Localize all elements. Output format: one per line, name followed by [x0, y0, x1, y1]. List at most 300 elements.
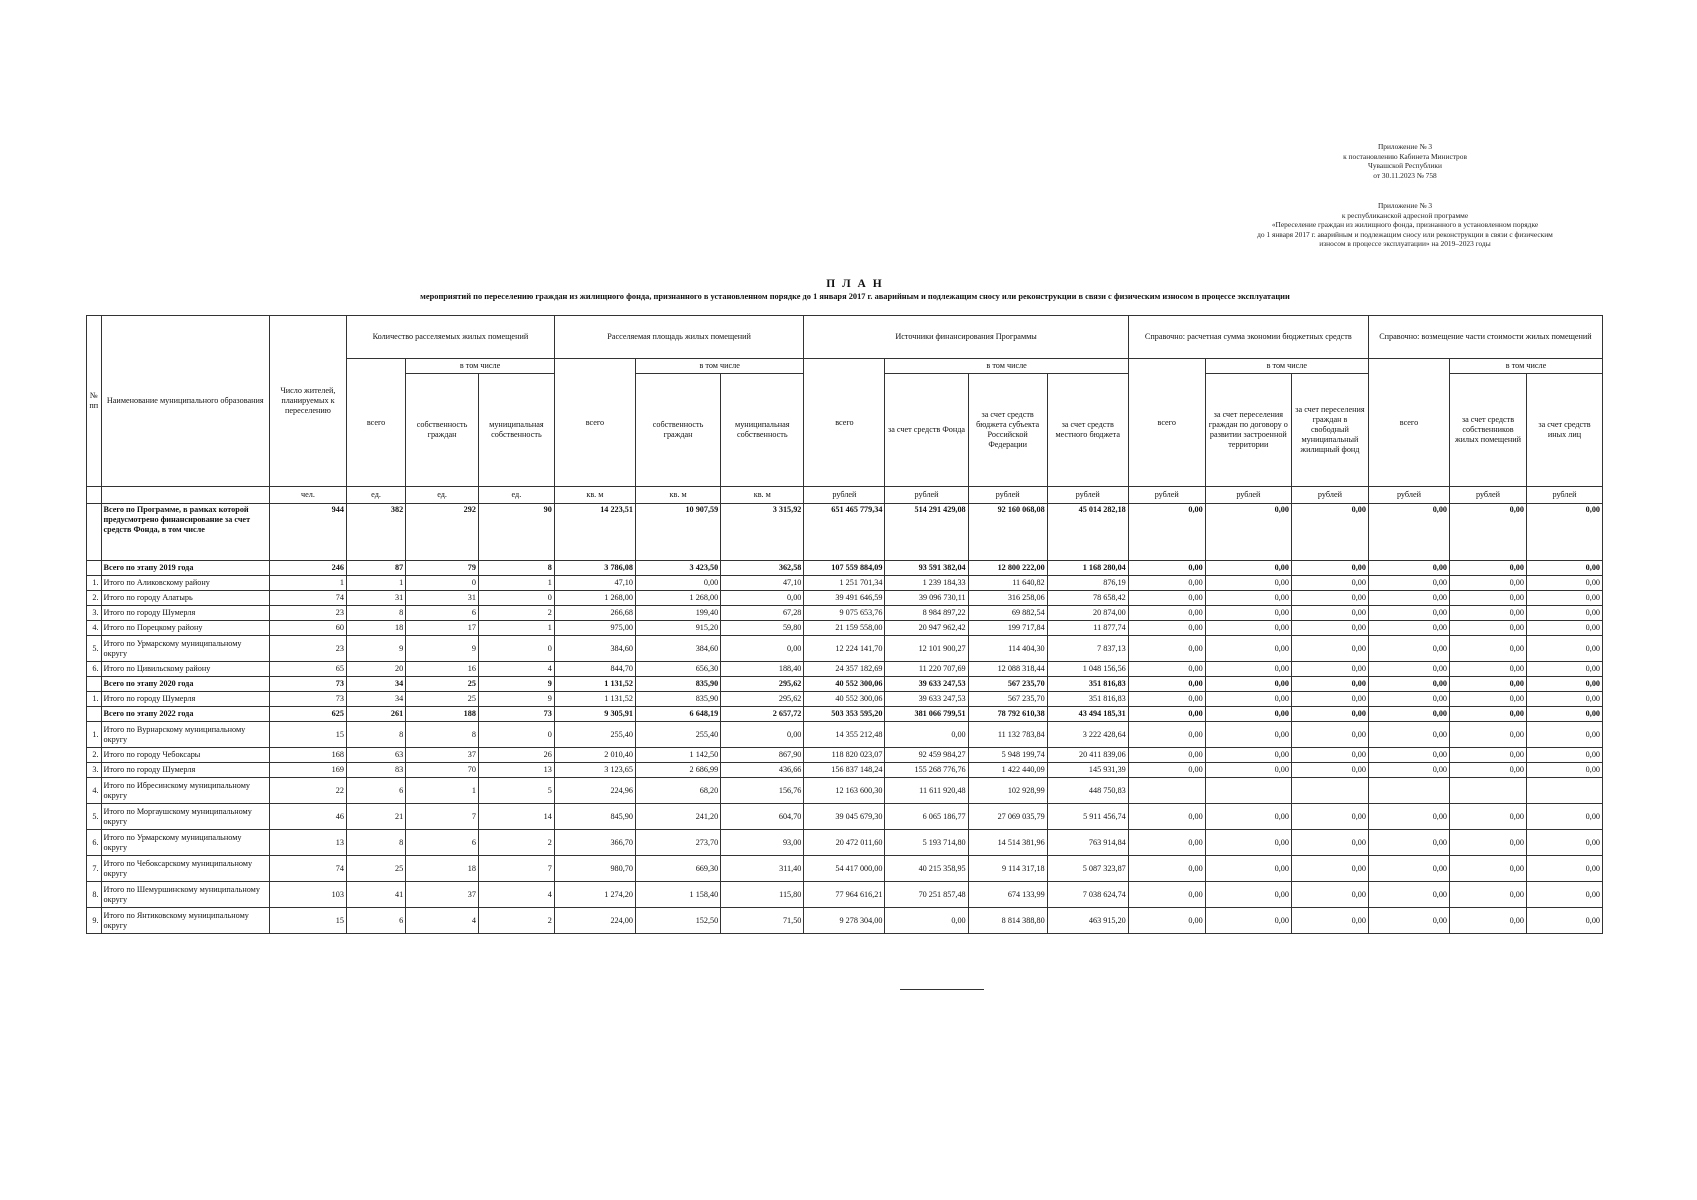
value-cell: 0,00	[1128, 621, 1205, 636]
value-cell: 915,20	[635, 621, 720, 636]
municipality-name: Итого по Шемуршинскому муниципальному округу	[101, 882, 269, 908]
value-cell: 1 131,52	[554, 692, 635, 707]
value-cell: 0,00	[1450, 692, 1527, 707]
value-cell: 31	[406, 591, 479, 606]
table-row	[87, 692, 1603, 707]
value-cell: 93,00	[721, 830, 804, 856]
value-cell: 12 800 222,00	[968, 561, 1047, 576]
value-cell	[1450, 778, 1527, 804]
row-number: 1.	[87, 722, 102, 748]
value-cell: 92 160 068,08	[968, 504, 1047, 561]
municipality-name: Всего по этапу 2019 года	[101, 561, 269, 576]
value-cell: 0,00	[1526, 908, 1602, 934]
value-cell: 980,70	[554, 856, 635, 882]
value-cell: 604,70	[721, 804, 804, 830]
value-cell: 47,10	[554, 576, 635, 591]
value-cell: 188	[406, 707, 479, 722]
value-cell: 0,00	[1205, 591, 1291, 606]
value-cell: 0,00	[1368, 692, 1449, 707]
value-cell: 65	[269, 662, 346, 677]
value-cell: 8	[478, 561, 554, 576]
col-header-qty-own: собственность граждан	[406, 374, 479, 487]
table-row	[87, 591, 1603, 606]
municipality-name: Итого по городу Алатырь	[101, 591, 269, 606]
value-cell: 0,00	[1526, 662, 1602, 677]
value-cell: 0	[478, 591, 554, 606]
value-cell: 1	[478, 576, 554, 591]
unit-cell: рублей	[1526, 487, 1602, 504]
value-cell: 0,00	[1526, 707, 1602, 722]
value-cell: 0,00	[721, 636, 804, 662]
value-cell: 0,00	[1368, 561, 1449, 576]
value-cell: 87	[346, 561, 405, 576]
value-cell: 1 268,00	[554, 591, 635, 606]
value-cell: 674 133,99	[968, 882, 1047, 908]
appendix-decree	[1290, 142, 1520, 180]
value-cell: 39 633 247,53	[885, 692, 968, 707]
value-cell: 40 552 300,06	[804, 677, 885, 692]
value-cell: 1 048 156,56	[1047, 662, 1128, 677]
value-cell: 0,00	[1368, 722, 1449, 748]
value-cell: 40 552 300,06	[804, 692, 885, 707]
value-cell: 0,00	[1291, 882, 1368, 908]
value-cell: 6 065 186,77	[885, 804, 968, 830]
value-cell: 5 193 714,80	[885, 830, 968, 856]
table-row	[87, 576, 1603, 591]
row-number: 2.	[87, 591, 102, 606]
municipality-name: Итого по Янтиковскому муниципальному округу	[101, 908, 269, 934]
value-cell: 14 223,51	[554, 504, 635, 561]
value-cell: 3 222 428,64	[1047, 722, 1128, 748]
value-cell: 8 984 897,22	[885, 606, 968, 621]
unit-cell: ед.	[346, 487, 405, 504]
value-cell: 0,00	[1128, 882, 1205, 908]
value-cell: 18	[406, 856, 479, 882]
value-cell: 103	[269, 882, 346, 908]
unit-cell	[87, 487, 102, 504]
value-cell: 224,96	[554, 778, 635, 804]
value-cell: 0,00	[1368, 576, 1449, 591]
value-cell: 0,00	[1450, 591, 1527, 606]
value-cell	[1368, 778, 1449, 804]
value-cell: 0,00	[1526, 830, 1602, 856]
value-cell: 155 268 776,76	[885, 763, 968, 778]
group-header-economy: Справочно: расчетная сумма экономии бюджетных средств	[1128, 316, 1368, 359]
value-cell: 0	[478, 722, 554, 748]
value-cell: 39 096 730,11	[885, 591, 968, 606]
value-cell: 0,00	[1291, 677, 1368, 692]
value-cell: 9 305,91	[554, 707, 635, 722]
value-cell: 74	[269, 591, 346, 606]
appendix-line: к постановлению Кабинета Министров	[1343, 151, 1467, 161]
value-cell: 0,00	[1526, 576, 1602, 591]
subgroup-header-incl: в том числе	[635, 359, 803, 374]
value-cell: 9	[478, 692, 554, 707]
table-row	[87, 707, 1603, 722]
footer-divider	[900, 989, 984, 990]
value-cell: 20	[346, 662, 405, 677]
value-cell: 21 159 558,00	[804, 621, 885, 636]
value-cell: 0,00	[1128, 576, 1205, 591]
value-cell: 8 814 388,80	[968, 908, 1047, 934]
value-cell: 1 239 184,33	[885, 576, 968, 591]
value-cell: 0,00	[1128, 856, 1205, 882]
value-cell: 0,00	[1205, 504, 1291, 561]
value-cell: 4	[478, 882, 554, 908]
value-cell: 199,40	[635, 606, 720, 621]
unit-cell: рублей	[804, 487, 885, 504]
row-number: 1.	[87, 576, 102, 591]
value-cell: 6 648,19	[635, 707, 720, 722]
table-row	[87, 677, 1603, 692]
value-cell: 0,00	[1450, 606, 1527, 621]
value-cell: 0	[478, 636, 554, 662]
value-cell: 1	[346, 576, 405, 591]
value-cell: 74	[269, 856, 346, 882]
value-cell: 0,00	[1450, 908, 1527, 934]
value-cell: 0,00	[1291, 763, 1368, 778]
value-cell: 2	[478, 830, 554, 856]
value-cell: 0,00	[1450, 576, 1527, 591]
value-cell: 0,00	[1128, 707, 1205, 722]
col-header-fin-total: всего	[804, 359, 885, 487]
value-cell: 0,00	[1450, 636, 1527, 662]
value-cell: 0,00	[1291, 606, 1368, 621]
row-number: 3.	[87, 606, 102, 621]
table-row	[87, 636, 1603, 662]
value-cell: 0,00	[1368, 621, 1449, 636]
value-cell: 102 928,99	[968, 778, 1047, 804]
municipality-name: Итого по городу Чебоксары	[101, 748, 269, 763]
value-cell: 273,70	[635, 830, 720, 856]
value-cell: 362,58	[721, 561, 804, 576]
value-cell: 2	[478, 606, 554, 621]
value-cell: 14 355 212,48	[804, 722, 885, 748]
value-cell: 43 494 185,31	[1047, 707, 1128, 722]
value-cell: 316 258,06	[968, 591, 1047, 606]
value-cell: 384,60	[635, 636, 720, 662]
appendix-program	[1190, 201, 1620, 249]
value-cell: 944	[269, 504, 346, 561]
unit-cell: чел.	[269, 487, 346, 504]
appendix-line: к республиканской адресной программе	[1341, 210, 1469, 220]
value-cell: 0,00	[1291, 748, 1368, 763]
group-header-financing: Источники финансирования Программы	[804, 316, 1128, 359]
value-cell: 651 465 779,34	[804, 504, 885, 561]
value-cell: 39 491 646,59	[804, 591, 885, 606]
unit-cell: рублей	[885, 487, 968, 504]
value-cell: 0,00	[1450, 621, 1527, 636]
municipality-name: Итого по Урмарскому муниципальному округу	[101, 830, 269, 856]
value-cell: 0,00	[1368, 677, 1449, 692]
value-cell: 27 069 035,79	[968, 804, 1047, 830]
row-number: 5.	[87, 804, 102, 830]
table-row	[87, 778, 1603, 804]
value-cell: 12 101 900,27	[885, 636, 968, 662]
municipality-name: Итого по городу Шумерля	[101, 606, 269, 621]
municipality-name: Всего по Программе, в рамках которой предусмотрено финансирование за счет средств Фонда, в том числе	[101, 504, 269, 561]
appendix-line: Приложение № 3	[1377, 201, 1433, 210]
col-header-fin-fund: за счет средств Фонда	[885, 374, 968, 487]
value-cell	[1291, 778, 1368, 804]
value-cell: 0,00	[1368, 804, 1449, 830]
value-cell: 514 291 429,08	[885, 504, 968, 561]
appendix-line: до 1 января 2017 г. аварийным и подлежащим сносу или реконструкции в связи с физическим	[1257, 229, 1553, 239]
col-header-area-total: всего	[554, 359, 635, 487]
value-cell: 11 611 920,48	[885, 778, 968, 804]
value-cell: 78 658,42	[1047, 591, 1128, 606]
value-cell: 351 816,83	[1047, 692, 1128, 707]
municipality-name: Итого по Ибресинскому муниципальному округу	[101, 778, 269, 804]
value-cell: 25	[346, 856, 405, 882]
value-cell: 107 559 884,09	[804, 561, 885, 576]
value-cell: 0,00	[1205, 677, 1291, 692]
value-cell: 67,28	[721, 606, 804, 621]
value-cell: 0,00	[1291, 707, 1368, 722]
value-cell: 11 640,82	[968, 576, 1047, 591]
value-cell: 0,00	[1205, 830, 1291, 856]
value-cell: 0,00	[1205, 561, 1291, 576]
value-cell: 7 837,13	[1047, 636, 1128, 662]
row-number	[87, 677, 102, 692]
value-cell: 261	[346, 707, 405, 722]
value-cell: 1 131,52	[554, 677, 635, 692]
value-cell: 0,00	[1128, 504, 1205, 561]
value-cell: 463 915,20	[1047, 908, 1128, 934]
value-cell: 0,00	[1205, 692, 1291, 707]
value-cell: 13	[269, 830, 346, 856]
value-cell: 0,00	[1128, 763, 1205, 778]
value-cell: 382	[346, 504, 405, 561]
value-cell: 11 877,74	[1047, 621, 1128, 636]
value-cell: 16	[406, 662, 479, 677]
value-cell: 41	[346, 882, 405, 908]
value-cell: 92 459 984,27	[885, 748, 968, 763]
value-cell: 975,00	[554, 621, 635, 636]
value-cell: 0,00	[1450, 677, 1527, 692]
value-cell: 0,00	[1450, 763, 1527, 778]
value-cell: 0,00	[1291, 591, 1368, 606]
value-cell: 145 931,39	[1047, 763, 1128, 778]
value-cell: 46	[269, 804, 346, 830]
value-cell: 31	[346, 591, 405, 606]
value-cell: 9 075 653,76	[804, 606, 885, 621]
value-cell	[1205, 778, 1291, 804]
value-cell: 12 163 600,30	[804, 778, 885, 804]
row-number: 7.	[87, 856, 102, 882]
municipality-name: Итого по Моргаушскому муниципальному округу	[101, 804, 269, 830]
value-cell: 0,00	[1205, 576, 1291, 591]
value-cell: 37	[406, 748, 479, 763]
value-cell: 6	[346, 908, 405, 934]
value-cell: 255,40	[635, 722, 720, 748]
table-row	[87, 804, 1603, 830]
value-cell: 0,00	[1291, 692, 1368, 707]
row-number: 4.	[87, 621, 102, 636]
value-cell: 0,00	[1368, 856, 1449, 882]
value-cell: 3 786,08	[554, 561, 635, 576]
value-cell: 0,00	[1205, 882, 1291, 908]
value-cell: 1 268,00	[635, 591, 720, 606]
value-cell: 0,00	[1291, 856, 1368, 882]
value-cell: 0,00	[1128, 804, 1205, 830]
value-cell: 0,00	[1128, 606, 1205, 621]
value-cell: 73	[269, 677, 346, 692]
value-cell: 40 215 358,95	[885, 856, 968, 882]
value-cell: 0,00	[1450, 748, 1527, 763]
value-cell: 13	[478, 763, 554, 778]
unit-cell: кв. м	[721, 487, 804, 504]
value-cell: 0,00	[1450, 561, 1527, 576]
value-cell: 0,00	[1128, 561, 1205, 576]
value-cell: 7	[406, 804, 479, 830]
value-cell: 199 717,84	[968, 621, 1047, 636]
group-header-quantity: Количество расселяемых жилых помещений	[346, 316, 554, 359]
unit-cell: рублей	[1128, 487, 1205, 504]
municipality-name: Итого по Чебоксарскому муниципальному округу	[101, 856, 269, 882]
value-cell: 0,00	[885, 722, 968, 748]
value-cell: 567 235,70	[968, 677, 1047, 692]
value-cell: 12 088 318,44	[968, 662, 1047, 677]
unit-cell: ед.	[478, 487, 554, 504]
value-cell: 0,00	[1450, 804, 1527, 830]
value-cell: 0,00	[1526, 636, 1602, 662]
value-cell: 625	[269, 707, 346, 722]
row-number: 6.	[87, 662, 102, 677]
value-cell: 21	[346, 804, 405, 830]
value-cell: 0,00	[1291, 576, 1368, 591]
value-cell: 0,00	[1205, 763, 1291, 778]
col-header-area-own: собственность граждан	[635, 374, 720, 487]
value-cell: 5 087 323,87	[1047, 856, 1128, 882]
value-cell: 23	[269, 636, 346, 662]
value-cell: 18	[346, 621, 405, 636]
value-cell: 844,70	[554, 662, 635, 677]
value-cell: 0,00	[1526, 804, 1602, 830]
value-cell: 0,00	[1128, 722, 1205, 748]
value-cell: 0	[406, 576, 479, 591]
unit-cell: кв. м	[635, 487, 720, 504]
value-cell: 0,00	[1450, 504, 1527, 561]
value-cell: 20 947 962,42	[885, 621, 968, 636]
table-row	[87, 856, 1603, 882]
value-cell: 0,00	[1368, 908, 1449, 934]
value-cell: 12 224 141,70	[804, 636, 885, 662]
value-cell: 0,00	[1291, 621, 1368, 636]
unit-cell: рублей	[1368, 487, 1449, 504]
value-cell: 0,00	[1526, 856, 1602, 882]
table-row	[87, 606, 1603, 621]
value-cell: 8	[406, 722, 479, 748]
row-number: 1.	[87, 692, 102, 707]
value-cell: 73	[269, 692, 346, 707]
value-cell: 1 142,50	[635, 748, 720, 763]
appendix-line: от 30.11.2023 № 758	[1373, 170, 1437, 180]
value-cell: 1 251 701,34	[804, 576, 885, 591]
value-cell: 0,00	[885, 908, 968, 934]
value-cell: 78 792 610,38	[968, 707, 1047, 722]
table-row	[87, 662, 1603, 677]
value-cell: 0,00	[1205, 636, 1291, 662]
value-cell: 0,00	[1205, 662, 1291, 677]
value-cell: 11 132 783,84	[968, 722, 1047, 748]
value-cell: 3 315,92	[721, 504, 804, 561]
value-cell: 0,00	[1526, 748, 1602, 763]
value-cell: 118 820 023,07	[804, 748, 885, 763]
value-cell: 448 750,83	[1047, 778, 1128, 804]
appendix-line: «Переселение граждан из жилищного фонда, признанного в установленном порядке	[1271, 220, 1539, 230]
value-cell: 77 964 616,21	[804, 882, 885, 908]
value-cell: 15	[269, 908, 346, 934]
value-cell: 25	[406, 692, 479, 707]
value-cell: 0,00	[1526, 504, 1602, 561]
value-cell: 8	[346, 722, 405, 748]
value-cell: 0,00	[1368, 830, 1449, 856]
document-title: П Л А Н	[826, 278, 884, 290]
value-cell: 0,00	[1368, 636, 1449, 662]
value-cell: 292	[406, 504, 479, 561]
value-cell: 9	[346, 636, 405, 662]
value-cell: 115,80	[721, 882, 804, 908]
value-cell: 0,00	[1368, 504, 1449, 561]
value-cell: 14 514 381,96	[968, 830, 1047, 856]
value-cell: 0,00	[721, 591, 804, 606]
value-cell: 20 472 011,60	[804, 830, 885, 856]
value-cell: 0,00	[1205, 621, 1291, 636]
value-cell: 60	[269, 621, 346, 636]
value-cell: 4	[478, 662, 554, 677]
appendix-line: Приложение № 3	[1377, 142, 1433, 151]
value-cell: 384,60	[554, 636, 635, 662]
value-cell: 14	[478, 804, 554, 830]
municipality-name: Всего по этапу 2020 года	[101, 677, 269, 692]
value-cell: 20 874,00	[1047, 606, 1128, 621]
table-row	[87, 621, 1603, 636]
value-cell: 255,40	[554, 722, 635, 748]
municipality-name: Всего по этапу 2022 года	[101, 707, 269, 722]
value-cell: 0,00	[1291, 561, 1368, 576]
value-cell: 0,00	[1368, 707, 1449, 722]
value-cell: 0,00	[1368, 882, 1449, 908]
value-cell: 0,00	[1291, 908, 1368, 934]
value-cell: 22	[269, 778, 346, 804]
value-cell: 54 417 000,00	[804, 856, 885, 882]
row-number: 6.	[87, 830, 102, 856]
value-cell: 37	[406, 882, 479, 908]
value-cell: 39 633 247,53	[885, 677, 968, 692]
unit-cell: рублей	[1205, 487, 1291, 504]
value-cell: 2 010,40	[554, 748, 635, 763]
value-cell: 6	[406, 830, 479, 856]
value-cell: 0,00	[1291, 830, 1368, 856]
municipality-name: Итого по городу Шумерля	[101, 763, 269, 778]
row-number	[87, 504, 102, 561]
value-cell: 6	[406, 606, 479, 621]
value-cell: 0,00	[1450, 882, 1527, 908]
value-cell: 241,20	[635, 804, 720, 830]
value-cell: 83	[346, 763, 405, 778]
row-number: 8.	[87, 882, 102, 908]
group-header-area: Расселяемая площадь жилых помещений	[554, 316, 804, 359]
value-cell: 2	[478, 908, 554, 934]
value-cell: 0,00	[1368, 763, 1449, 778]
table-row	[87, 763, 1603, 778]
value-cell: 7 038 624,74	[1047, 882, 1128, 908]
value-cell: 0,00	[1205, 748, 1291, 763]
value-cell: 0,00	[1526, 561, 1602, 576]
value-cell: 0,00	[1526, 763, 1602, 778]
value-cell: 34	[346, 677, 405, 692]
